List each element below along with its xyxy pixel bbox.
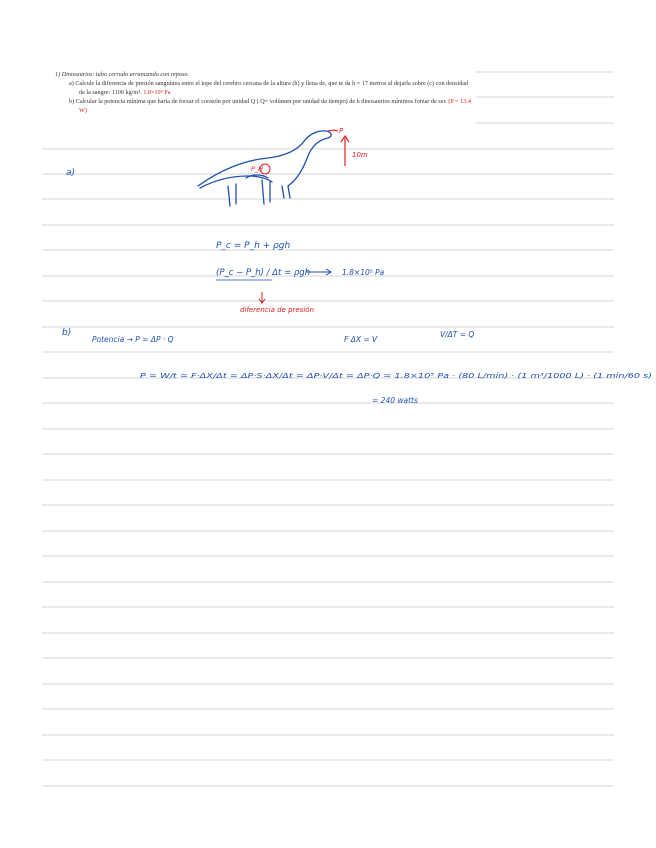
heart-pressure-label: P_H [251, 165, 264, 173]
equation-pressure: P_c = P_h + ρgh [216, 241, 291, 251]
power-definition: Potencia → P = ΔP · Q [92, 335, 174, 344]
force-relation: F ΔX = V [344, 335, 378, 344]
problem-heading: 1) Dinosaurios: tubo cerrado arrancando con reposo. [55, 71, 189, 78]
power-result: = 240 watts [372, 396, 418, 405]
flow-relation: V/ΔT = Q [440, 330, 475, 339]
part-b-text: b) Calcular la potencia mínima que haría de forzar el corazón por unidad Q ( Q= volúmen por unidad de tiempo) de h dinosaurios mínimos forzar de ser. [69, 98, 447, 105]
equation-difference: (P_c − P_h) / Δt = ρgh [216, 268, 311, 278]
part-b-answer: (P = 13.4 W) [79, 98, 471, 114]
power-derivation: P = W/t = F·ΔX/Δt = ΔP·S·ΔX/Δt = ΔP·V/Δt = ΔP·Q = 1.8×10⁵ Pa · (80 L/min) · (1 m³/1000 L) · (1 min/60 s) [140, 372, 652, 380]
part-a-answer: 1.8×10⁵ Pa [143, 89, 171, 96]
difference-result: 1.8×10⁵ Pa [342, 268, 385, 277]
ruled-lines [42, 72, 614, 786]
dinosaur-sketch [198, 131, 331, 206]
part-a-text: a) Calcule la diferencia de presión sanguínea entre el tope del cerebro cercana de la altura (h) y llena de, que te da h = 17 metros al dejarla sobre (c) con densidad de la sangre: 1100 kg/m³. [69, 80, 469, 96]
label-part-b: b) [62, 328, 72, 338]
height-label: 10m [352, 151, 368, 159]
top-pressure-label: P [339, 127, 344, 135]
difference-note: diferencia de presión [240, 306, 315, 314]
label-part-a: a) [66, 168, 76, 178]
